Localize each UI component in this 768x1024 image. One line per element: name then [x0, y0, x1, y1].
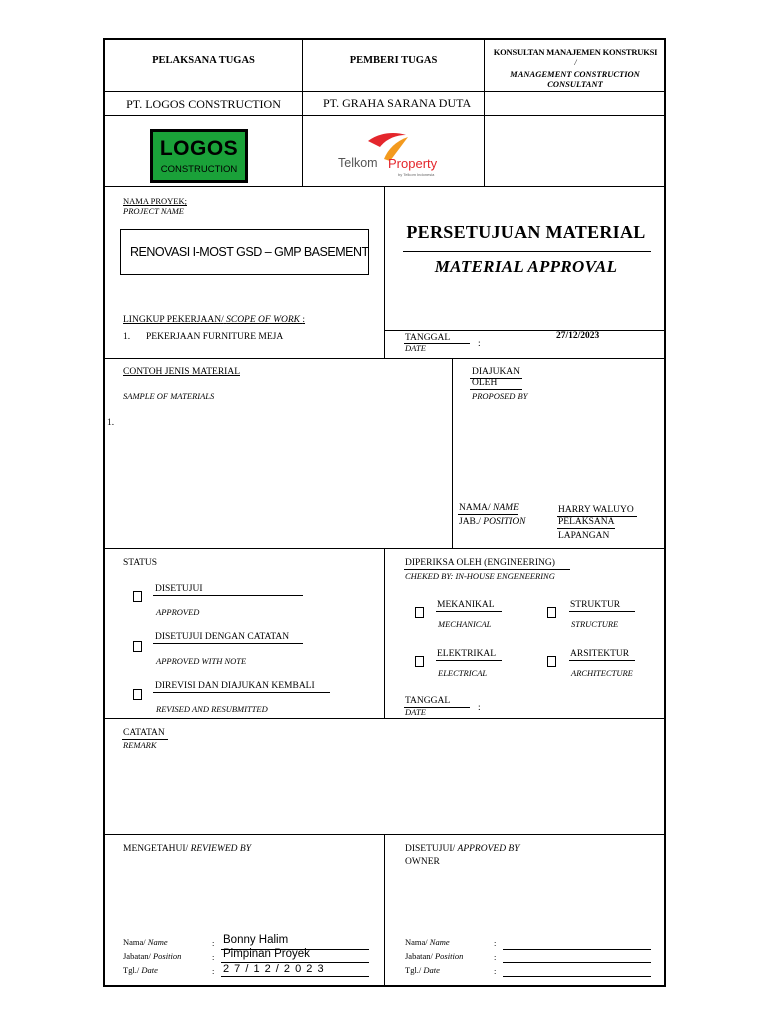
electrical-label: ELEKTRIKAL	[437, 649, 497, 659]
page-subtitle: MATERIAL APPROVAL	[434, 257, 618, 276]
proposed-label-en: PROPOSED BY	[472, 391, 528, 401]
structure-label: STRUKTUR	[570, 600, 621, 610]
telkom-word: Telkom	[338, 156, 378, 170]
telkom-property-logo	[336, 131, 456, 183]
project-label: NAMA PROYEK;	[123, 196, 187, 206]
structure-label-en: STRUCTURE	[571, 619, 619, 629]
logos-logo-subtext: CONSTRUCTION	[160, 164, 238, 175]
grid-line	[384, 548, 385, 718]
mechanical-checkbox[interactable]	[415, 607, 424, 618]
sample-label-en: SAMPLE OF MATERIALS	[123, 391, 215, 401]
checked-label-underline	[404, 569, 570, 570]
status-approved-note-underline	[153, 643, 303, 644]
grid-line	[103, 115, 666, 116]
date-colon: :	[478, 339, 481, 349]
reviewed-label: MENGETAHUI/ REVIEWED BY	[123, 844, 251, 854]
approved-position-line[interactable]	[503, 962, 651, 963]
consultant-en: MANAGEMENT CONSTRUCTION CONSULTANT	[510, 69, 640, 89]
reviewed-name-value: Bonny Halim	[223, 934, 289, 946]
reviewed-colon-1: :	[212, 938, 215, 948]
reviewed-name-label: Nama/ Name	[123, 937, 168, 947]
status-approved-label-en: APPROVED	[156, 607, 200, 617]
assigner-name: PT. GRAHA SARANA DUTA	[323, 96, 472, 110]
status-approved-checkbox[interactable]	[133, 591, 142, 602]
project-name: RENOVASI I-MOST GSD – GMP BASEMENT	[130, 245, 369, 259]
approved-date-line[interactable]	[503, 976, 651, 977]
checked-label-en: CHEKED BY: IN-HOUSE ENGENEERING	[405, 571, 555, 581]
project-label-en: PROJECT NAME	[123, 206, 184, 216]
scope-num: 1.	[123, 332, 131, 342]
reviewed-position-value: Pimpinan Proyek	[223, 948, 310, 960]
status-approved-note-label-en: APPROVED WITH NOTE	[156, 656, 247, 666]
electrical-label-en: ELECTRICAL	[438, 668, 488, 678]
architecture-label: ARSITEKTUR	[570, 649, 630, 659]
grid-line	[384, 330, 666, 331]
mechanical-label-en: MECHANICAL	[438, 619, 492, 629]
date-label: TANGGAL	[405, 333, 451, 343]
project-name-box	[120, 229, 369, 275]
proposed-position-value-2: LAPANGAN	[558, 531, 610, 541]
reviewed-colon-3: :	[212, 966, 215, 976]
grid-line	[103, 358, 666, 359]
scope-label: LINGKUP PEKERJAAN/ SCOPE OF WORK :	[123, 315, 306, 325]
status-revised-label-en: REVISED AND RESUBMITTED	[156, 704, 268, 714]
reviewed-date-label: Tgl./ Date	[123, 965, 158, 975]
logos-logo-text: LOGOS	[159, 137, 239, 160]
structure-checkbox[interactable]	[547, 607, 556, 618]
mechanical-underline	[436, 611, 502, 612]
status-approved-underline	[153, 595, 303, 596]
grid-line	[103, 718, 666, 719]
status-revised-checkbox[interactable]	[133, 689, 142, 700]
grid-line	[452, 358, 453, 548]
grid-line	[384, 834, 385, 987]
electrical-underline	[436, 660, 502, 661]
executor-name: PT. LOGOS CONSTRUCTION	[126, 97, 281, 111]
status-approved-note-label: DISETUJUI DENGAN CATATAN	[155, 632, 290, 642]
scope-item: PEKERJAAN FURNITURE MEJA	[146, 332, 284, 342]
proposed-position-underline	[557, 528, 615, 529]
status-label: STATUS	[123, 558, 158, 568]
architecture-checkbox[interactable]	[547, 656, 556, 667]
approved-name-label: Nama/ Name	[405, 937, 450, 947]
telkom-tagline: by Telkom Indonesia	[398, 172, 435, 177]
grid-line	[384, 186, 385, 358]
reviewed-colon-2: :	[212, 952, 215, 962]
status-revised-label: DIREVISI DAN DIAJUKAN KEMBALI	[155, 681, 315, 691]
sample-label: CONTOH JENIS MATERIAL	[123, 367, 240, 377]
executor-label: PELAKSANA TUGAS	[152, 55, 255, 66]
reviewed-position-label: Jabatan/ Position	[123, 951, 182, 961]
page-title: PERSETUJUAN MATERIAL	[406, 222, 646, 242]
checked-date-label: TANGGAL	[405, 696, 451, 706]
assigner-label: PEMBERI TUGAS	[349, 55, 438, 66]
approved-position-label: Jabatan/ Position	[405, 951, 464, 961]
consultant-slash: /	[574, 58, 577, 67]
proposed-label-2: OLEH	[472, 378, 498, 388]
proposed-underline-2	[470, 389, 522, 390]
checked-label: DIPERIKSA OLEH (ENGINEERING)	[405, 558, 555, 568]
consultant-label: KONSULTAN MANAJEMEN KONSTRUKSI	[493, 47, 658, 57]
logos-logo	[150, 129, 248, 183]
architecture-label-en: ARCHITECTURE	[571, 668, 633, 678]
approved-colon-3: :	[494, 966, 497, 976]
sample-item-num: 1.	[107, 418, 115, 428]
approved-date-label: Tgl./ Date	[405, 965, 440, 975]
date-label-en: DATE	[405, 343, 426, 353]
checked-date-label-en: DATE	[405, 707, 426, 717]
approved-name-line[interactable]	[503, 949, 651, 950]
proposed-label-1: DIAJUKAN	[472, 367, 521, 377]
remark-label-en: REMARK	[123, 740, 157, 750]
approved-colon-1: :	[494, 938, 497, 948]
proposed-name-underline	[458, 514, 518, 515]
grid-line	[103, 91, 666, 92]
proposed-name-label: NAMA/ NAME	[459, 503, 519, 513]
reviewed-date-line[interactable]	[221, 976, 369, 977]
approved-owner: OWNER	[405, 857, 440, 867]
architecture-underline	[569, 660, 635, 661]
approved-colon-2: :	[494, 952, 497, 962]
reviewed-date-value: 2 7 / 1 2 / 2 0 2 3	[223, 963, 325, 975]
remark-label: CATATAN	[123, 728, 165, 738]
structure-underline	[569, 611, 635, 612]
checked-date-colon: :	[478, 703, 481, 713]
mechanical-label: MEKANIKAL	[437, 600, 495, 610]
electrical-checkbox[interactable]	[415, 656, 424, 667]
status-approved-label: DISETUJUI	[155, 584, 203, 594]
proposed-position-value-1: PELAKSANA	[558, 517, 615, 527]
proposed-position-label: JAB./ POSITION	[459, 517, 526, 527]
status-approved-note-checkbox[interactable]	[133, 641, 142, 652]
approved-label: DISETUJUI/ APPROVED BY	[405, 844, 520, 854]
property-word: Property	[388, 156, 438, 171]
date-value: 27/12/2023	[556, 331, 600, 341]
title-divider	[403, 251, 651, 252]
status-revised-underline	[153, 692, 330, 693]
proposed-name-value: HARRY WALUYO	[558, 505, 634, 515]
